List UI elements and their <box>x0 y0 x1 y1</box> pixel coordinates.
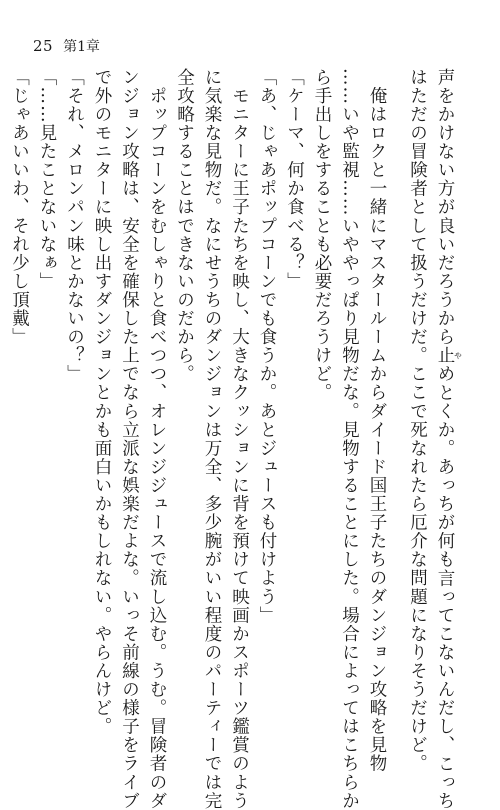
text-line: ……いや監視……いややっぱり見物だな。見物することにした。場合によってはこちらか <box>339 68 360 810</box>
text-line: に気楽な見物だ。なにせうちのダンジョンは万全、多少腕がいい程度のパーティーでは完 <box>202 68 222 810</box>
text-line: ら手出しをすることも必要だろうけど。 <box>312 68 332 402</box>
text-line: 全攻略することはできないのだから。 <box>174 68 195 384</box>
text-line: 「ケーマ、何か食べる？」 <box>284 68 305 291</box>
page-header <box>33 36 100 56</box>
text-line: 「……見たことないなぁ」 <box>37 68 57 291</box>
chapter-title: 第1章 <box>63 39 101 55</box>
page-number: 25 <box>33 37 54 55</box>
text-line: 声をかけない方が良いだろうから止やめとくか。あっちが何も言ってこないんだし、こっち <box>435 68 463 810</box>
text-line: 「あ、じゃあポップコーンでも食うか。あとジュースも付けよう」 <box>257 68 277 625</box>
text-line: 俺はロクと一緒にマスタールームからダイード国王子たちのダンジョン攻略を見物 <box>367 68 387 773</box>
text-line: で外のモニターに映し出すダンジョンとかも面白いかもしれない。やらんけど。 <box>92 68 112 736</box>
text-line: ポップコーンをむしゃりと食べつつ、オレンジジュースで流し込む。うむ。冒険者のダ <box>147 68 167 810</box>
ruby-annotation: 止や <box>435 346 463 365</box>
ruby-reading: や <box>453 346 463 365</box>
body-text <box>5 68 463 810</box>
text-line: 「それ、メロンパン味とかないの？」 <box>64 68 85 384</box>
text-line: モニターに王子たちを映し、大きなクッションに背を預けて映画かスポーツ鑑賞のよう <box>229 68 250 810</box>
text-line: 「じゃあいいわ、それ少し頂戴」 <box>9 68 30 347</box>
text-line: ンジョン攻略は、安全を確保した上でなら立派な娯楽だよな。いっそ前線の様子をライブ <box>119 68 140 810</box>
text-line: はただの冒険者として扱うだけだ。ここで死なれたら厄介な問題になりそうだけど。 <box>407 68 428 773</box>
